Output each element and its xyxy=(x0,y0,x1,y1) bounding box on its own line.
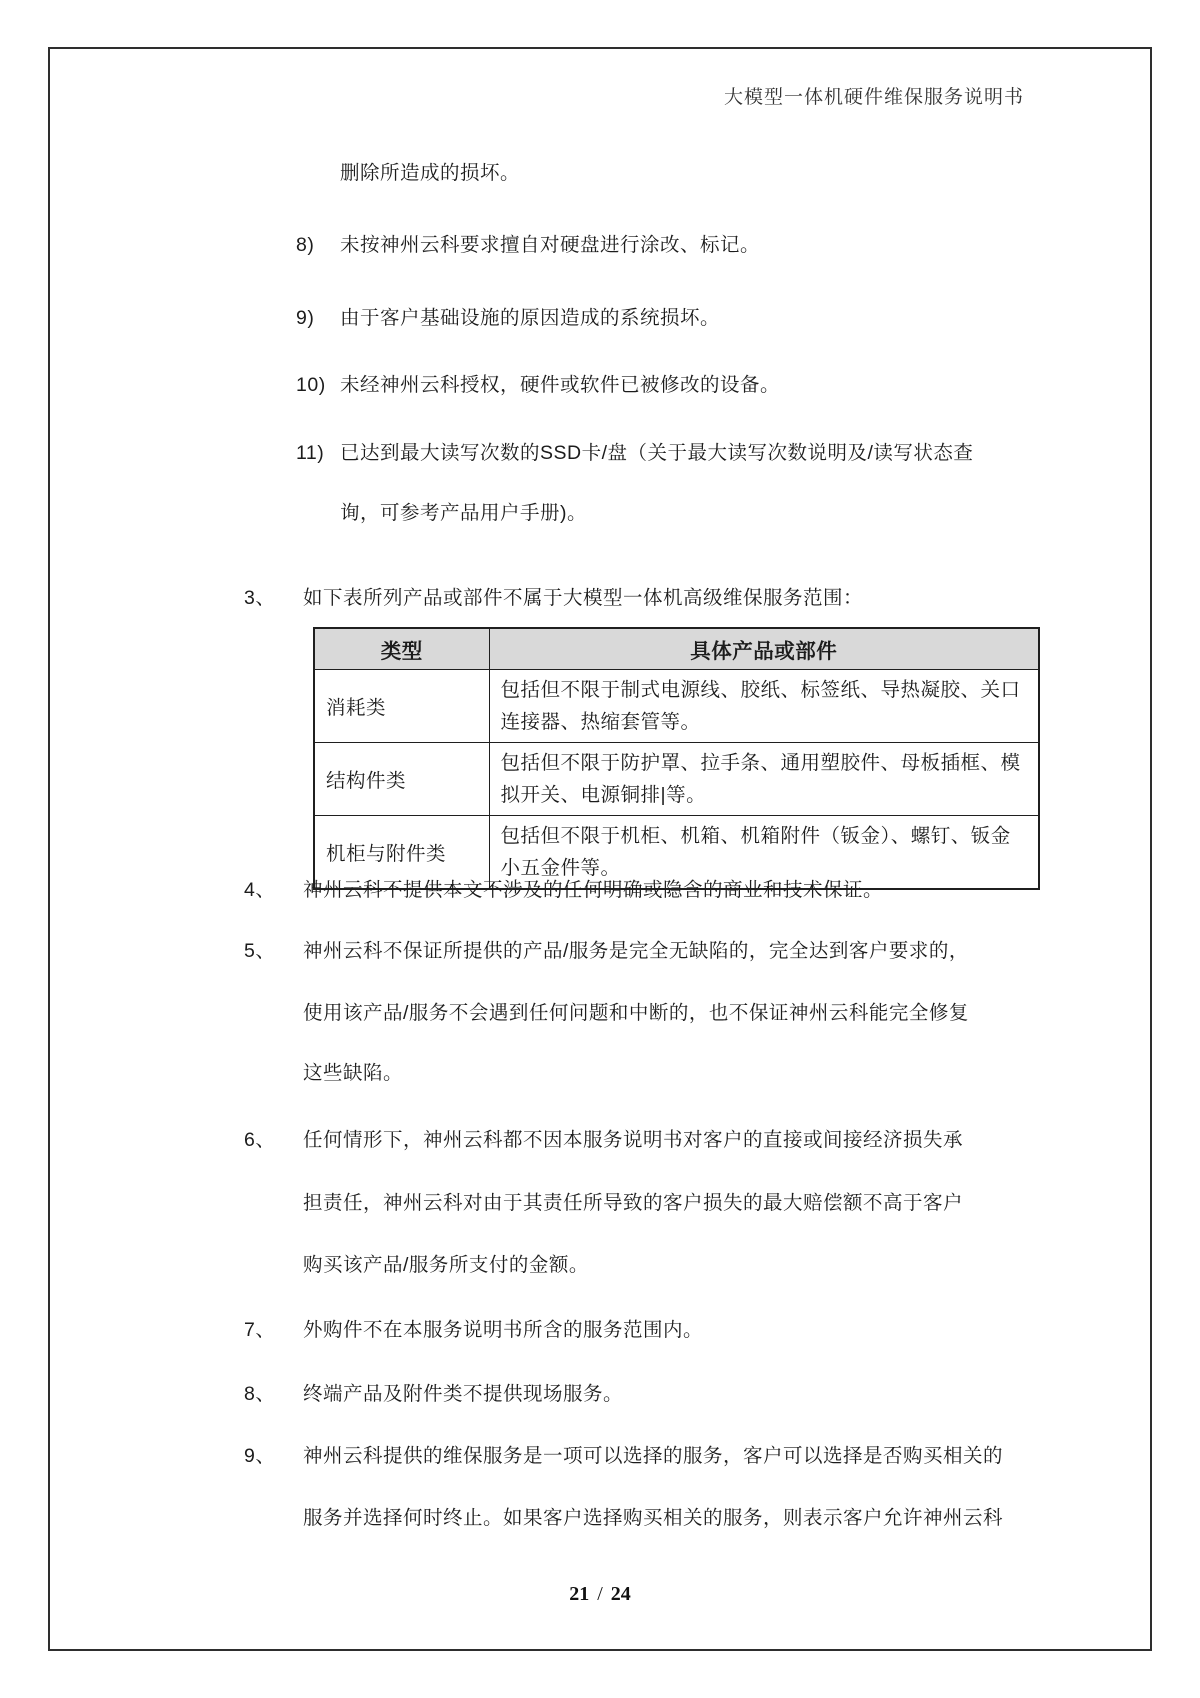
sub-item-text: 由于客户基础设施的原因造成的系统损坏。 xyxy=(340,307,721,329)
list-item-text: 终端产品及附件类不提供现场服务。 xyxy=(303,1383,624,1405)
list-item-text-wrap: 这些缺陷。 xyxy=(303,1062,404,1084)
paragraph-continuation-line: 删除所造成的损坏。 xyxy=(340,162,521,184)
list-item-number: 7、 xyxy=(244,1319,276,1341)
list-item-text-wrap: 使用该产品/服务不会遇到任何问题和中断的，也不保证神州云科能完全修复 xyxy=(303,1002,969,1024)
table-header-row xyxy=(314,628,1039,670)
cell-desc: 包括但不限于机柜、机箱、机箱附件（钣金）、螺钉、钣金小五金件等。 xyxy=(489,816,1039,890)
sub-item-number: 10) xyxy=(296,374,326,396)
list-item-number: 4、 xyxy=(244,879,276,901)
sub-item-text: 已达到最大读写次数的SSD卡/盘（关于最大读写次数说明及/读写状态查 xyxy=(340,442,974,464)
list-item-number: 9、 xyxy=(244,1445,276,1467)
list-item-text: 神州云科不提供本文不涉及的任何明确或隐含的商业和技术保证。 xyxy=(303,879,884,901)
sub-item-text: 未按神州云科要求擅自对硬盘进行涂改、标记。 xyxy=(340,234,761,256)
table-row xyxy=(314,743,1039,816)
list-item-text: 如下表所列产品或部件不属于大模型一体机高级维保服务范围： xyxy=(303,587,864,609)
list-item-text-wrap: 购买该产品/服务所支付的金额。 xyxy=(303,1254,589,1276)
list-item-text-wrap: 担责任，神州云科对由于其责任所导致的客户损失的最大赔偿额不高于客户 xyxy=(303,1192,964,1214)
cell-desc: 包括但不限于防护罩、拉手条、通用塑胶件、母板插框、模拟开关、电源铜排|等。 xyxy=(489,743,1039,816)
sub-item-number: 11) xyxy=(296,442,325,464)
list-item-number: 8、 xyxy=(244,1383,276,1405)
list-item-number: 6、 xyxy=(244,1129,276,1151)
list-item-number: 3、 xyxy=(244,587,276,609)
table-row xyxy=(314,670,1039,743)
list-item-number: 5、 xyxy=(244,940,276,962)
total-page-count: 24 xyxy=(610,1583,631,1605)
list-item-text: 任何情形下，神州云科都不因本服务说明书对客户的直接或间接经济损失承 xyxy=(303,1129,964,1151)
sub-item-number: 8) xyxy=(296,234,315,256)
page-number-separator: / xyxy=(597,1583,603,1605)
sub-item-number: 9) xyxy=(296,307,315,329)
sub-item-text: 未经神州云科授权，硬件或软件已被修改的设备。 xyxy=(340,374,781,396)
cell-desc: 包括但不限于制式电源线、胶纸、标签纸、导热凝胶、关口连接器、热缩套管等。 xyxy=(489,670,1039,743)
list-item-text-wrap: 服务并选择何时终止。如果客户选择购买相关的服务，则表示客户允许神州云科 xyxy=(303,1507,1004,1529)
column-header-type: 类型 xyxy=(314,628,489,670)
cell-type: 消耗类 xyxy=(314,670,489,743)
page-number-footer xyxy=(0,1583,1200,1606)
excluded-parts-table xyxy=(313,627,1040,890)
cell-type: 结构件类 xyxy=(314,743,489,816)
running-header-title: 大模型一体机硬件维保服务说明书 xyxy=(723,87,1024,108)
current-page-number: 21 xyxy=(569,1583,590,1605)
sub-item-text-wrap: 询，可参考产品用户手册)。 xyxy=(340,502,587,524)
list-item-text: 神州云科提供的维保服务是一项可以选择的服务，客户可以选择是否购买相关的 xyxy=(303,1445,1004,1467)
list-item-text: 外购件不在本服务说明书所含的服务范围内。 xyxy=(303,1319,704,1341)
list-item-text: 神州云科不保证所提供的产品/服务是完全无缺陷的，完全达到客户要求的， xyxy=(303,940,969,962)
column-header-products: 具体产品或部件 xyxy=(489,628,1039,670)
cell-type: 机柜与附件类 xyxy=(314,816,489,890)
